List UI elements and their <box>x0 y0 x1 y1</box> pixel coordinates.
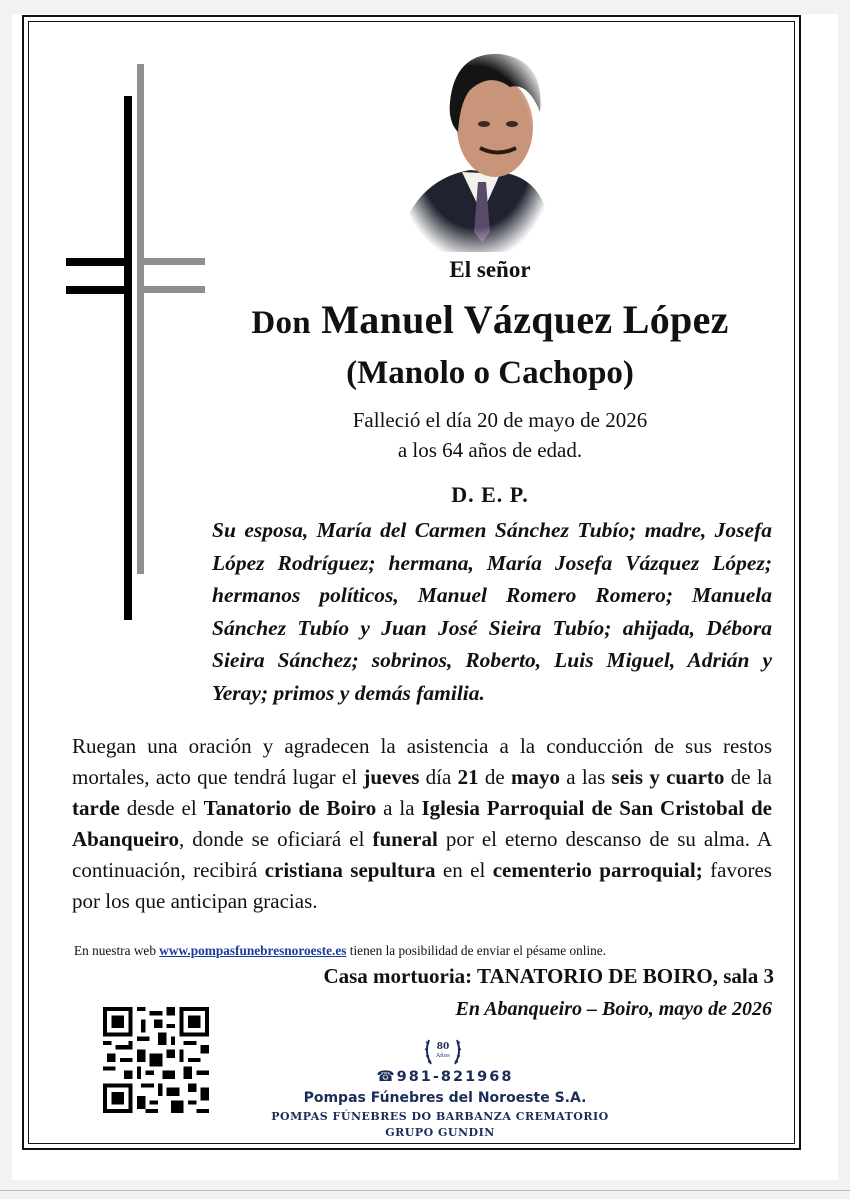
company-name: Pompas Fúnebres del Noroeste S.A. <box>303 1090 587 1106</box>
website-link[interactable]: www.pompasfunebresnoroeste.es <box>159 943 347 958</box>
phone-icon: ☎ <box>376 1069 397 1085</box>
funeral-home: Casa mortuoria: TANATORIO DE BOIRO, sala 3 <box>323 964 774 988</box>
death-date: Falleció el día 20 de mayo de 2026 <box>352 408 648 432</box>
anniversary-seal-icon <box>423 1032 463 1068</box>
name-text: Manuel Vázquez López <box>321 297 729 342</box>
seal-number: 80 <box>436 1042 450 1052</box>
honorific: El señor <box>449 257 531 282</box>
portrait-photo <box>400 42 550 252</box>
seal-label: Años <box>436 1053 450 1059</box>
service-details: Ruegan una oración y agradecen la asistencia a la conducción de sus restos mortales, acto que tendrá lugar el jueves día 21 de mayo a las seis y cuarto de la tarde desde el Tanatorio de Boiro a la Iglesia Parroquial de San Cristobal de Abanqueiro, donde se oficiará el funeral por el eterno descanso de su alma. A continuación, recibirá cristiana sepultura en el cementerio parroquial; favores por los que anticipan gracias. <box>72 734 772 913</box>
qr-code-icon[interactable] <box>103 1007 209 1113</box>
age-line: a los 64 años de edad. <box>397 438 583 462</box>
nickname: (Manolo o Cachopo) <box>346 355 634 391</box>
name-prefix: Don <box>251 305 311 341</box>
web-notice: En nuestra web www.pompasfunebresnoroeste.es tienen la posibilidad de enviar el pésame online. <box>74 943 607 958</box>
dep-label: D. E. P. <box>451 482 529 507</box>
bottom-rule <box>0 1190 850 1191</box>
family-list: Su esposa, María del Carmen Sánchez Tubío; madre, Josefa López Rodríguez; hermana, María Josefa Vázquez López; hermanos políticos, Manuel Romero Romero; Manuela Sánchez Tubío y Juan José Sieira Tubío; ahijada, Débora Sieira Sánchez; sobrinos, Roberto, Luis Miguel, Adrián y Yeray; primos y demás familia. <box>212 518 772 705</box>
place-date: En Abanqueiro – Boiro, mayo de 2026 <box>455 998 772 1020</box>
phone-number[interactable]: ☎981-821968 <box>376 1069 514 1085</box>
company-subtitle: POMPAS FÚNEBRES DO BARBANZA CREMATORIO <box>271 1110 609 1123</box>
company-group: GRUPO GUNDIN <box>385 1126 495 1139</box>
deceased-name <box>180 296 800 343</box>
